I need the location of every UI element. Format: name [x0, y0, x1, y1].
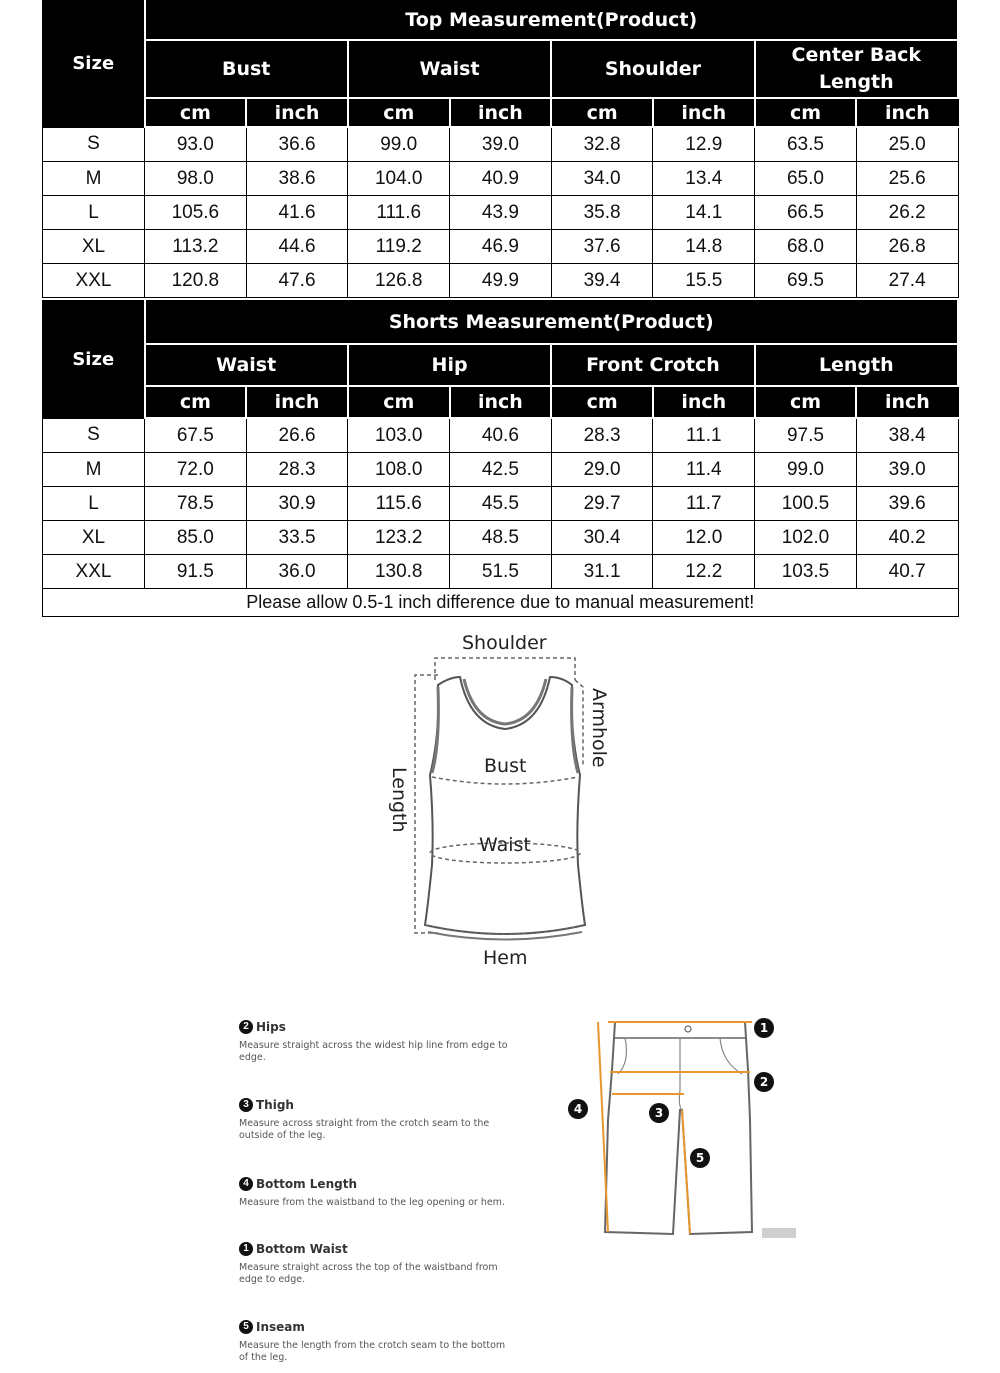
group-header-length: Length [755, 344, 958, 386]
value-cell: 120.8 [145, 264, 247, 298]
value-cell: 32.8 [551, 127, 653, 162]
group-header-waist: Waist [145, 344, 348, 386]
marker-4-icon: 4 [239, 1177, 253, 1191]
guide-item-bottom-waist [236, 1240, 516, 1286]
value-cell: 39.0 [450, 127, 552, 162]
size-cell: S [43, 418, 145, 453]
value-cell: 39.4 [551, 264, 653, 298]
value-cell: 98.0 [145, 162, 247, 196]
value-cell: 130.8 [348, 555, 450, 589]
value-cell: 51.5 [450, 555, 552, 589]
measurement-note: Please allow 0.5-1 inch difference due to manual measurement! [43, 589, 959, 617]
value-cell: 30.4 [551, 521, 653, 555]
value-cell: 102.0 [755, 521, 857, 555]
unit-header: inch [450, 98, 552, 127]
size-cell: M [43, 162, 145, 196]
marker-5-icon [690, 1148, 710, 1168]
value-cell: 85.0 [145, 521, 247, 555]
table-row [43, 127, 959, 162]
guide-title: Bottom Length [256, 1176, 357, 1191]
group-header-waist: Waist [348, 40, 551, 98]
tank-top-illustration [380, 625, 620, 975]
value-cell: 40.7 [856, 555, 958, 589]
marker-label: 5 [690, 1148, 710, 1168]
value-cell: 25.0 [856, 127, 958, 162]
unit-header: cm [348, 386, 450, 418]
value-cell: 33.5 [246, 521, 348, 555]
waist-label: Waist [479, 834, 531, 856]
value-cell: 26.6 [246, 418, 348, 453]
value-cell: 45.5 [450, 487, 552, 521]
guide-title: Bottom Waist [256, 1241, 348, 1256]
group-header-front-crotch: Front Crotch [551, 344, 754, 386]
value-cell: 26.2 [856, 196, 958, 230]
guide-description: Measure the length from the crotch seam to the bottom of the leg. [239, 1340, 506, 1363]
top-measurement-table [42, 0, 959, 298]
table-title: Shorts Measurement(Product) [145, 301, 959, 345]
value-cell: 68.0 [755, 230, 857, 264]
table-row [43, 418, 959, 453]
unit-header: inch [653, 386, 755, 418]
unit-header: cm [145, 386, 247, 418]
value-cell: 91.5 [145, 555, 247, 589]
shorts-diagram [560, 1010, 800, 1245]
shorts-measurement-guide [236, 1018, 516, 1368]
marker-label: 2 [754, 1072, 774, 1092]
value-cell: 48.5 [450, 521, 552, 555]
table-row [43, 162, 959, 196]
table-row [43, 555, 959, 589]
value-cell: 25.6 [856, 162, 958, 196]
size-cell: L [43, 487, 145, 521]
guide-item-bottom-length [236, 1175, 516, 1209]
bust-label: Bust [484, 755, 527, 777]
marker-1-icon: 1 [239, 1242, 253, 1256]
value-cell: 65.0 [755, 162, 857, 196]
value-cell: 41.6 [246, 196, 348, 230]
value-cell: 36.0 [246, 555, 348, 589]
value-cell: 72.0 [145, 453, 247, 487]
value-cell: 38.6 [246, 162, 348, 196]
table-row [43, 196, 959, 230]
value-cell: 69.5 [755, 264, 857, 298]
table-row [43, 487, 959, 521]
value-cell: 38.4 [856, 418, 958, 453]
length-label: Length [388, 767, 410, 833]
value-cell: 40.6 [450, 418, 552, 453]
unit-header: cm [551, 98, 653, 127]
value-cell: 12.0 [653, 521, 755, 555]
guide-description: Measure straight across the top of the waistband from edge to edge. [239, 1262, 498, 1285]
size-header: Size [43, 301, 145, 419]
group-header-bust: Bust [145, 40, 348, 98]
value-cell: 31.1 [551, 555, 653, 589]
size-header: Size [43, 1, 145, 128]
group-header-hip: Hip [348, 344, 551, 386]
unit-header: cm [145, 98, 247, 127]
value-cell: 27.4 [856, 264, 958, 298]
unit-header: cm [348, 98, 450, 127]
value-cell: 66.5 [755, 196, 857, 230]
value-cell: 119.2 [348, 230, 450, 264]
guide-item-hips [236, 1018, 516, 1064]
value-cell: 113.2 [145, 230, 247, 264]
group-header-shoulder: Shoulder [551, 40, 754, 98]
size-cell: XXL [43, 264, 145, 298]
value-cell: 34.0 [551, 162, 653, 196]
value-cell: 115.6 [348, 487, 450, 521]
value-cell: 28.3 [246, 453, 348, 487]
size-cell: XL [43, 521, 145, 555]
marker-3-icon [649, 1103, 669, 1123]
top-table-body [43, 127, 959, 298]
unit-header: inch [856, 98, 958, 127]
guide-title: Thigh [256, 1097, 294, 1112]
size-cell: M [43, 453, 145, 487]
marker-2-icon: 2 [239, 1020, 253, 1034]
guide-description: Measure straight across the widest hip line from edge to edge. [239, 1040, 508, 1063]
marker-label: 1 [754, 1018, 774, 1038]
value-cell: 39.0 [856, 453, 958, 487]
value-cell: 11.4 [653, 453, 755, 487]
guide-item-inseam [236, 1318, 516, 1364]
value-cell: 37.6 [551, 230, 653, 264]
armhole-label: Armhole [588, 688, 610, 768]
value-cell: 108.0 [348, 453, 450, 487]
hem-label: Hem [483, 947, 528, 969]
value-cell: 93.0 [145, 127, 247, 162]
marker-5-icon: 5 [239, 1320, 253, 1334]
value-cell: 46.9 [450, 230, 552, 264]
size-cell: XL [43, 230, 145, 264]
shorts-measurement-table [42, 300, 959, 617]
unit-header: inch [450, 386, 552, 418]
value-cell: 105.6 [145, 196, 247, 230]
value-cell: 30.9 [246, 487, 348, 521]
marker-label: 3 [649, 1103, 669, 1123]
table-row [43, 230, 959, 264]
marker-label: 4 [568, 1099, 588, 1119]
value-cell: 97.5 [755, 418, 857, 453]
marker-2-icon [754, 1072, 774, 1092]
guide-description: Measure from the waistband to the leg opening or hem. [239, 1197, 505, 1208]
value-cell: 14.1 [653, 196, 755, 230]
value-cell: 43.9 [450, 196, 552, 230]
value-cell: 99.0 [755, 453, 857, 487]
guide-title: Hips [256, 1019, 286, 1034]
table-row [43, 264, 959, 298]
shorts-illustration [560, 1010, 800, 1245]
value-cell: 67.5 [145, 418, 247, 453]
unit-header: inch [246, 98, 348, 127]
marker-1-icon [754, 1018, 774, 1038]
value-cell: 100.5 [755, 487, 857, 521]
value-cell: 13.4 [653, 162, 755, 196]
size-cell: L [43, 196, 145, 230]
value-cell: 14.8 [653, 230, 755, 264]
value-cell: 99.0 [348, 127, 450, 162]
value-cell: 42.5 [450, 453, 552, 487]
value-cell: 44.6 [246, 230, 348, 264]
value-cell: 28.3 [551, 418, 653, 453]
value-cell: 12.2 [653, 555, 755, 589]
value-cell: 49.9 [450, 264, 552, 298]
table-row [43, 453, 959, 487]
marker-3-icon: 3 [239, 1098, 253, 1112]
value-cell: 29.0 [551, 453, 653, 487]
value-cell: 11.1 [653, 418, 755, 453]
value-cell: 29.7 [551, 487, 653, 521]
unit-header: cm [755, 386, 857, 418]
value-cell: 35.8 [551, 196, 653, 230]
value-cell: 12.9 [653, 127, 755, 162]
value-cell: 47.6 [246, 264, 348, 298]
value-cell: 123.2 [348, 521, 450, 555]
group-header-center-back-length: Center Back Length [755, 40, 958, 98]
guide-description: Measure across straight from the crotch seam to the outside of the leg. [239, 1118, 490, 1141]
value-cell: 104.0 [348, 162, 450, 196]
tank-top-diagram [380, 625, 620, 975]
value-cell: 15.5 [653, 264, 755, 298]
shoulder-label: Shoulder [462, 632, 547, 654]
value-cell: 103.5 [755, 555, 857, 589]
value-cell: 11.7 [653, 487, 755, 521]
value-cell: 103.0 [348, 418, 450, 453]
size-cell: XXL [43, 555, 145, 589]
value-cell: 111.6 [348, 196, 450, 230]
unit-header: cm [551, 386, 653, 418]
size-cell: S [43, 127, 145, 162]
value-cell: 40.2 [856, 521, 958, 555]
table-title: Top Measurement(Product) [145, 1, 959, 41]
value-cell: 126.8 [348, 264, 450, 298]
value-cell: 26.8 [856, 230, 958, 264]
unit-header: inch [856, 386, 958, 418]
table-row [43, 521, 959, 555]
unit-header: cm [755, 98, 857, 127]
guide-item-thigh [236, 1096, 516, 1142]
value-cell: 63.5 [755, 127, 857, 162]
unit-header: inch [653, 98, 755, 127]
value-cell: 40.9 [450, 162, 552, 196]
marker-4-icon [568, 1099, 588, 1119]
shorts-table-body [43, 418, 959, 589]
value-cell: 36.6 [246, 127, 348, 162]
value-cell: 78.5 [145, 487, 247, 521]
guide-title: Inseam [256, 1319, 305, 1334]
value-cell: 39.6 [856, 487, 958, 521]
unit-header: inch [246, 386, 348, 418]
